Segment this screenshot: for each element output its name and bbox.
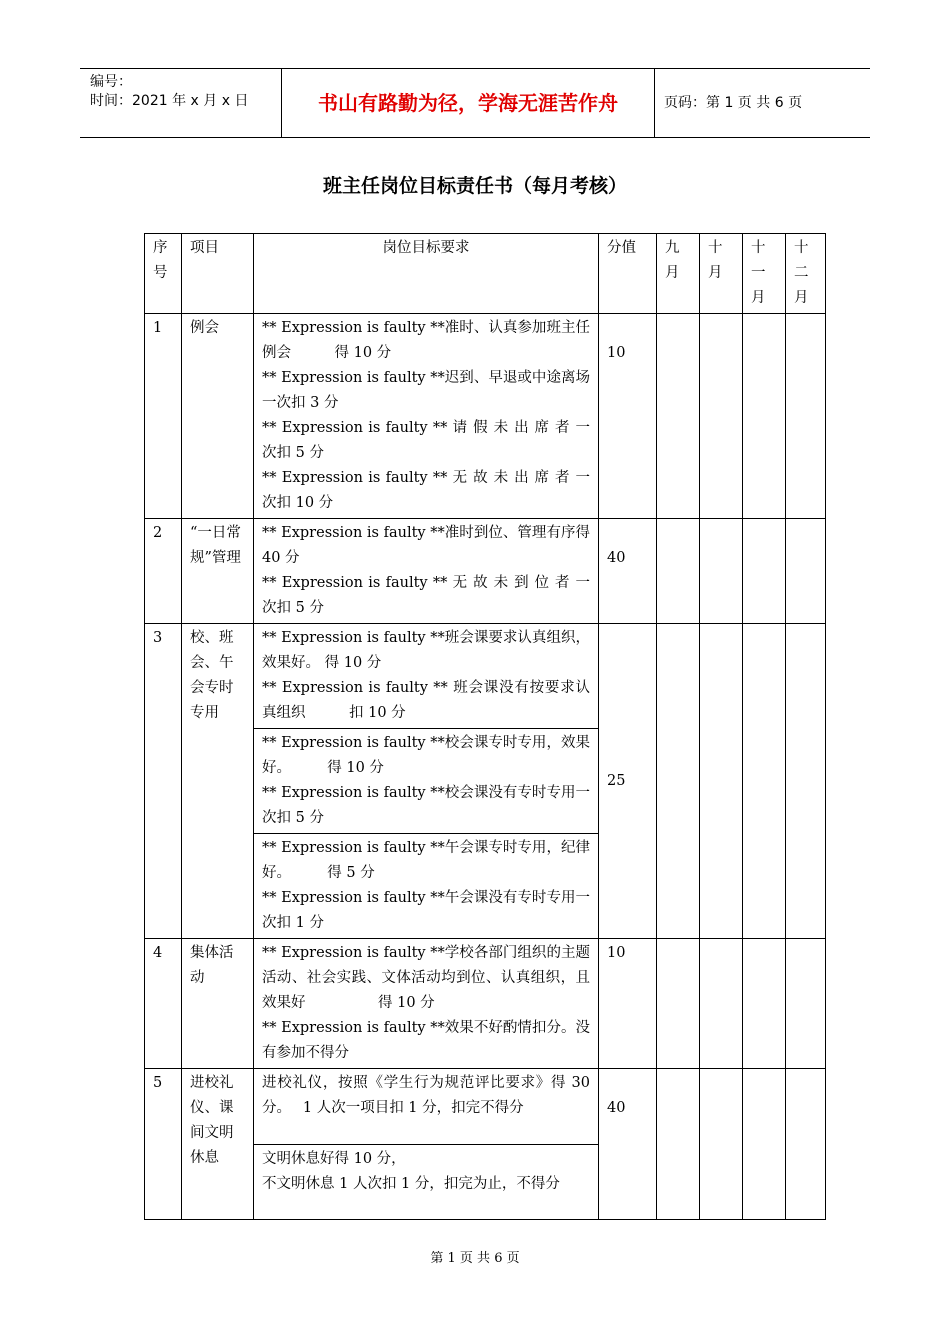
header-item: 项目 <box>182 234 254 314</box>
row-item: 集体活动 <box>182 939 254 1069</box>
row-requirements <box>254 834 599 939</box>
row-requirements <box>254 939 599 1069</box>
row-score: 10 <box>599 314 657 519</box>
row-score: 40 <box>599 1069 657 1220</box>
header-motto: 书山有路勤为径，学海无涯苦作舟 <box>281 69 655 137</box>
req-line: 进校礼仪，按照《学生行为规范评比要求》得 30 分。 1 人次一项目扣 1 分，扣完不得分 <box>262 1075 590 1116</box>
table-row <box>145 519 826 624</box>
cell-dec[interactable] <box>786 1069 826 1220</box>
row-requirements <box>254 314 634 519</box>
table-row <box>145 314 826 519</box>
cell-dec[interactable] <box>786 519 826 624</box>
table-row <box>145 624 826 729</box>
row-no: 1 <box>145 314 182 519</box>
req-line: ** Expression is faulty **校会课专时专用，效果好。 得 10 分 <box>262 735 590 776</box>
row-item: 校、班会、午会专时专用 <box>182 624 254 939</box>
req-line: ** Expression is faulty ** 班会课没有按要求认真组织 扣 10 分 <box>262 680 590 721</box>
header-page-info: 页码：第 1 页 共 6 页 <box>664 95 803 111</box>
header-score: 分值 <box>599 234 657 314</box>
cell-nov[interactable] <box>743 624 786 939</box>
table-row <box>145 1069 826 1145</box>
row-score: 10 <box>599 939 657 1069</box>
row-item: 进校礼仪、课间文明休息 <box>182 1069 254 1220</box>
header-meta <box>80 69 280 137</box>
req-line: 不文明休息 1 人次扣 1 分，扣完为止，不得分 <box>262 1176 560 1192</box>
req-line: 文明休息好得 10 分， <box>262 1151 406 1167</box>
row-no: 3 <box>145 624 182 939</box>
header-req: 岗位目标要求 <box>254 234 599 314</box>
cell-oct[interactable] <box>700 939 743 1069</box>
cell-nov[interactable] <box>743 314 786 519</box>
page-footer: 第 1 页 共 6 页 <box>430 1251 520 1266</box>
table-row <box>145 939 826 1069</box>
cell-oct[interactable] <box>700 1069 743 1220</box>
row-item: 例会 <box>182 314 254 519</box>
cell-oct[interactable] <box>700 624 743 939</box>
header-nov: 十一月 <box>743 234 786 314</box>
row-requirements <box>254 1069 599 1145</box>
cell-oct[interactable] <box>700 314 743 519</box>
cell-sep[interactable] <box>657 314 700 519</box>
req-line: ** Expression is faulty **午会课专时专用，纪律好。 得 5 分 <box>262 840 590 881</box>
req-line: ** Expression is faulty **效果不好酌情扣分。没有参加不得分 <box>262 1020 590 1061</box>
cell-sep[interactable] <box>657 624 700 939</box>
header-oct: 十月 <box>700 234 743 314</box>
row-requirements <box>254 519 599 624</box>
row-no: 4 <box>145 939 182 1069</box>
cell-sep[interactable] <box>657 519 700 624</box>
cell-nov[interactable] <box>743 939 786 1069</box>
row-requirements <box>254 1145 599 1220</box>
req-line: ** Expression is faulty **班会课要求认真组织，效果好。 得 10 分 <box>262 630 590 671</box>
header-no: 序号 <box>145 234 182 314</box>
cell-dec[interactable] <box>786 314 826 519</box>
row-requirements <box>254 624 599 729</box>
cell-oct[interactable] <box>700 519 743 624</box>
req-line: ** Expression is faulty ** 无 故 未 出 席 者 一次扣 10 分 <box>262 470 590 511</box>
row-requirements <box>254 729 599 834</box>
table-header-row <box>145 234 826 314</box>
row-no: 5 <box>145 1069 182 1220</box>
req-line: ** Expression is faulty **准时到位、管理有序得 40 分 <box>262 525 590 566</box>
cell-dec[interactable] <box>786 624 826 939</box>
header-code: 编号： <box>90 74 132 90</box>
header-sep: 九月 <box>657 234 700 314</box>
cell-nov[interactable] <box>743 1069 786 1220</box>
row-no: 2 <box>145 519 182 624</box>
page-header <box>80 68 870 138</box>
cell-sep[interactable] <box>657 1069 700 1220</box>
req-line: ** Expression is faulty **校会课没有专时专用一次扣 5 分 <box>262 785 590 826</box>
row-score: 25 <box>599 624 657 939</box>
req-line: ** Expression is faulty **学校各部门组织的主题活动、社会实践、文体活动均到位、认真组织，且效果好 得 10 分 <box>262 945 590 1011</box>
header-time: 时间：2021 年 x 月 x 日 <box>90 93 249 109</box>
responsibility-table <box>144 233 826 1220</box>
req-line: ** Expression is faulty ** 无 故 未 到 位 者 一次扣 5 分 <box>262 575 590 616</box>
req-line: ** Expression is faulty **准时、认真参加班主任例会 得 10 分 <box>262 320 590 361</box>
header-dec: 十二月 <box>786 234 826 314</box>
document-title: 班主任岗位目标责任书（每月考核） <box>322 175 627 197</box>
row-score: 40 <box>599 519 657 624</box>
row-item: “一日常规”管理 <box>182 519 254 624</box>
req-line: ** Expression is faulty ** 请 假 未 出 席 者 一次扣 5 分 <box>262 420 590 461</box>
cell-nov[interactable] <box>743 519 786 624</box>
cell-sep[interactable] <box>657 939 700 1069</box>
req-line: ** Expression is faulty **午会课没有专时专用一次扣 1 分 <box>262 890 590 931</box>
cell-dec[interactable] <box>786 939 826 1069</box>
req-line: ** Expression is faulty **迟到、早退或中途离场 一次扣 3 分 <box>262 370 634 411</box>
